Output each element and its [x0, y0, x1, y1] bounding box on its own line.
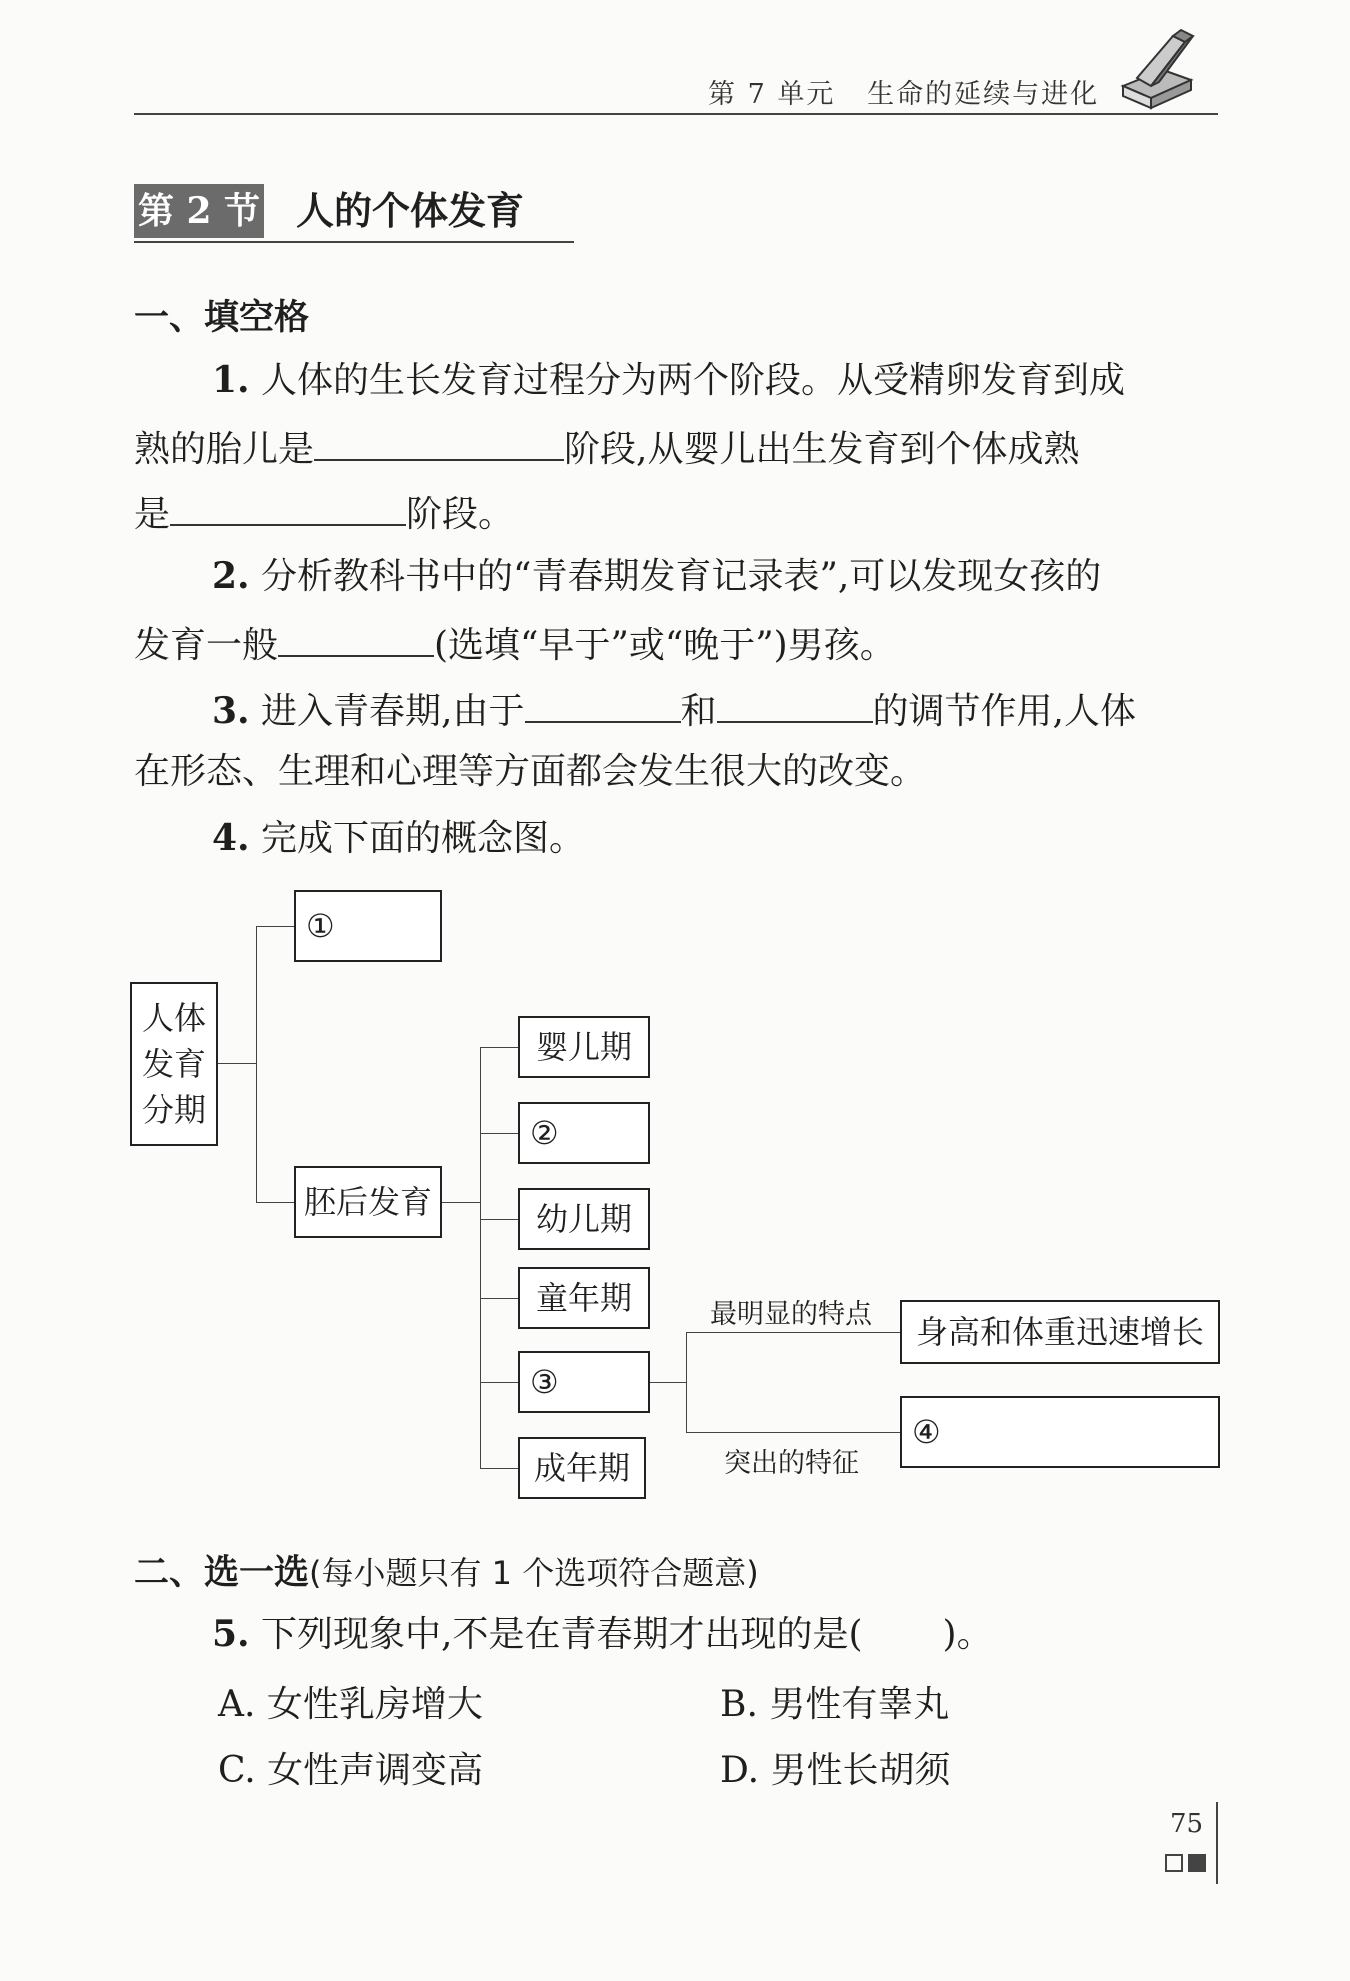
- filled-square-icon: [1188, 1854, 1206, 1872]
- blank-box-3[interactable]: [518, 1351, 650, 1413]
- blank-label-3: ③: [530, 1362, 559, 1401]
- part2-heading: [134, 1545, 759, 1595]
- connector: [686, 1332, 900, 1333]
- blank-box-4[interactable]: [900, 1396, 1220, 1468]
- blank-label-1: ①: [306, 906, 335, 945]
- page-number: 75: [1170, 1809, 1204, 1839]
- header-rule: [134, 113, 1218, 115]
- q3-blank1[interactable]: [525, 685, 681, 723]
- option-d[interactable]: D. 男性长胡须: [720, 1750, 951, 1791]
- stage-infancy-box: [518, 1016, 650, 1078]
- stage-adulthood-box: [518, 1437, 646, 1499]
- connector: [480, 1219, 518, 1220]
- feature-label: 身高和体重迅速增长: [915, 1312, 1204, 1351]
- q3-blank2[interactable]: [717, 685, 873, 723]
- connector: [256, 1202, 294, 1203]
- root-line2: 发育: [141, 1045, 206, 1083]
- q3-text1c: 的调节作用,人体: [872, 691, 1136, 732]
- q3-text1a: 进入青春期,由于: [261, 691, 525, 732]
- part2-title: 二、选一选: [134, 1553, 310, 1593]
- q4-number: 4.: [212, 817, 250, 859]
- connector: [256, 926, 294, 927]
- q5-close: )。: [942, 1614, 993, 1655]
- q4-text: 完成下面的概念图。: [261, 818, 586, 859]
- connector: [256, 926, 257, 1202]
- q1-line2: [134, 423, 1079, 472]
- connector: [686, 1332, 687, 1432]
- blank-box-2[interactable]: [518, 1102, 650, 1164]
- header-title: 生命的延续与进化: [867, 79, 1100, 110]
- q1-text3a: 是: [134, 494, 171, 535]
- section-label: 第 2 节: [134, 184, 264, 238]
- q5-line: [212, 1612, 993, 1657]
- q2-text1: 分析教科书中的“青春期发育记录表”,可以发现女孩的: [261, 556, 1102, 597]
- part1-heading: 一、填空格: [134, 298, 310, 338]
- root-line1: 人体: [141, 999, 206, 1037]
- page-rule: [1216, 1802, 1218, 1884]
- blank-label-4: ④: [912, 1412, 941, 1451]
- empty-square-icon: [1165, 1854, 1183, 1872]
- feature-box: [900, 1300, 1220, 1364]
- q2-line1: [212, 554, 1101, 599]
- option-a[interactable]: A. 女性乳房增大: [218, 1684, 483, 1725]
- edge-label-bottom: 突出的特征: [724, 1448, 859, 1479]
- postnatal-box: [294, 1166, 442, 1238]
- q2-blank[interactable]: [278, 619, 434, 657]
- diagram-root-box: [130, 982, 218, 1146]
- postnatal-label: 胚后发育: [303, 1182, 432, 1221]
- stage-childhood: 童年期: [535, 1278, 632, 1317]
- running-header: [708, 72, 1099, 111]
- connector: [218, 1063, 256, 1064]
- q1-line1: [212, 358, 1125, 403]
- connector: [650, 1382, 686, 1383]
- root-line3: 分期: [141, 1091, 206, 1129]
- q1-blank2[interactable]: [170, 488, 406, 526]
- q1-blank1[interactable]: [314, 423, 564, 461]
- q1-line3: [134, 488, 514, 537]
- q3-line2: 在形态、生理和心理等方面都会发生很大的改变。: [134, 751, 927, 792]
- book-icon: [1115, 28, 1195, 110]
- edge-label-top: 最明显的特点: [710, 1299, 872, 1330]
- connector: [480, 1468, 518, 1469]
- connector: [480, 1047, 481, 1468]
- q2-number: 2.: [212, 555, 250, 597]
- q2-text2a: 发育一般: [134, 625, 279, 666]
- header-unit: 第 7 单元: [708, 79, 836, 110]
- connector: [480, 1133, 518, 1134]
- connector: [480, 1047, 518, 1048]
- q2-line2: [134, 619, 896, 668]
- q1-number: 1.: [212, 359, 250, 401]
- q3-text1b: 和: [680, 691, 717, 732]
- connector: [442, 1202, 480, 1203]
- q5-text: 下列现象中,不是在青春期才出现的是(: [261, 1614, 863, 1655]
- q1-text2b: 阶段,从婴儿出生发育到个体成熟: [564, 429, 1080, 470]
- q5-number: 5.: [212, 1613, 250, 1655]
- option-b[interactable]: B. 男性有睾丸: [720, 1684, 950, 1725]
- q1-text3b: 阶段。: [406, 494, 515, 535]
- q3-number: 3.: [212, 690, 250, 732]
- q4-line: [212, 816, 585, 861]
- connector: [686, 1432, 900, 1433]
- stage-childhood-box: [518, 1267, 650, 1329]
- stage-toddler-box: [518, 1188, 650, 1250]
- part2-hint: (每小题只有 1 个选项符合题意): [309, 1554, 759, 1592]
- q2-text2b: (选填“早于”或“晚于”)男孩。: [434, 625, 896, 666]
- q3-line1: [212, 685, 1136, 734]
- blank-box-1[interactable]: [294, 890, 442, 962]
- q1-text2a: 熟的胎儿是: [134, 429, 315, 470]
- stage-adulthood: 成年期: [533, 1448, 630, 1487]
- blank-label-2: ②: [530, 1113, 559, 1152]
- connector: [480, 1382, 518, 1383]
- q1-text1: 人体的生长发育过程分为两个阶段。从受精卵发育到成: [261, 360, 1126, 401]
- stage-infancy: 婴儿期: [535, 1027, 632, 1066]
- section-title: 人的个体发育: [296, 188, 525, 233]
- option-c[interactable]: C. 女性声调变高: [218, 1750, 484, 1791]
- stage-toddler: 幼儿期: [535, 1199, 632, 1238]
- section-rule: [134, 241, 574, 243]
- connector: [480, 1298, 518, 1299]
